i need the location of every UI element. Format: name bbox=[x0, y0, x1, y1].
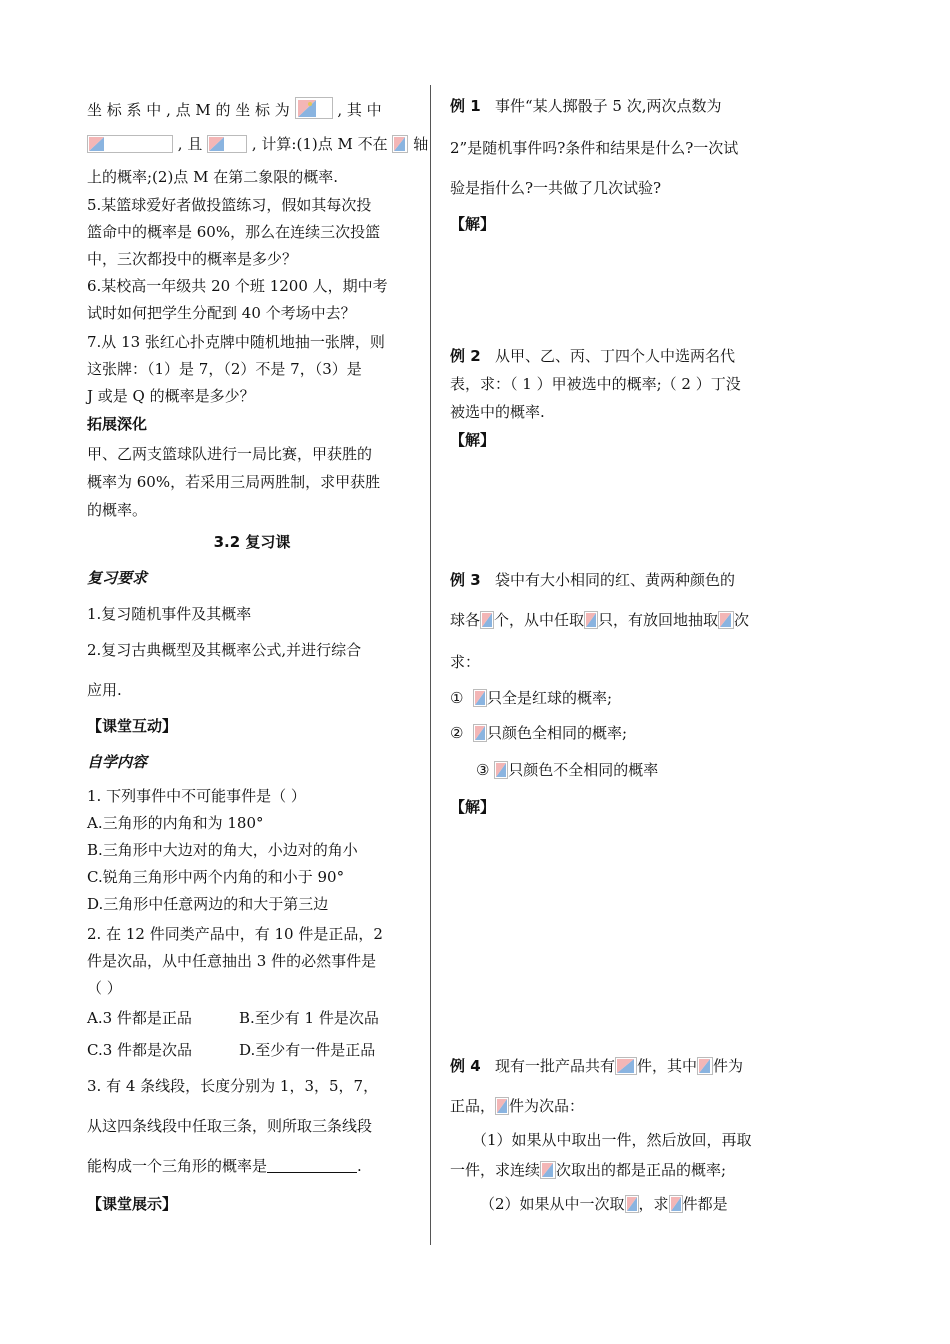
text-line: 求： bbox=[450, 653, 481, 671]
example-4-line: 例 4 现有一批产品共有 件，其中 件为 bbox=[450, 1057, 744, 1075]
question-1: 1. 下列事件中不可能事件是（ ） bbox=[87, 787, 306, 805]
text-line: 表，求：（ 1 ）甲被选中的概率;（ 2 ）丁没 bbox=[450, 375, 741, 393]
text-line: （1）如果从中取出一件，然后放回，再取 bbox=[472, 1131, 752, 1149]
option: C.3 件都是次品 bbox=[87, 1041, 193, 1059]
text-line: 验是指什么?一共做了几次试验? bbox=[450, 179, 662, 197]
text-line: 上的概率;(2)点 M 在第二象限的概率. bbox=[87, 168, 338, 186]
text-line: 应用. bbox=[87, 681, 122, 699]
option: C.锐角三角形中两个内角的和小于 90° bbox=[87, 868, 345, 886]
text-line: 球各 个，从中任取 只，有放回地抽取 次 bbox=[450, 611, 750, 629]
formula-image-icon bbox=[392, 135, 408, 153]
text-line: , 且 , 计算:(1)点 M 不在 轴 bbox=[87, 134, 428, 154]
heading-class-interaction: 【课堂互动】 bbox=[87, 717, 178, 735]
text-line: 甲、乙两支篮球队进行一局比赛，甲获胜的 bbox=[87, 445, 373, 463]
option: D.三角形中任意两边的和大于第三边 bbox=[87, 895, 329, 913]
text-line: 这张牌：（1）是 7，（2）不是 7，（3）是 bbox=[87, 360, 362, 378]
text-line: 6.某校高一年级共 20 个班 1200 人，期中考 bbox=[87, 277, 388, 295]
formula-image-icon bbox=[540, 1161, 556, 1179]
text-line: 2.复习古典概型及其概率公式,并进行综合 bbox=[87, 641, 362, 659]
heading-class-display: 【课堂展示】 bbox=[87, 1195, 178, 1213]
text-line: 试时如何把学生分配到 40 个考场中去？ bbox=[87, 304, 356, 322]
text-line: 件是次品，从中任意抽出 3 件的必然事件是 bbox=[87, 952, 377, 970]
text-line: 被选中的概率. bbox=[450, 403, 545, 421]
text-line: 一件，求连续 次取出的都是正品的概率; bbox=[450, 1161, 727, 1179]
option: D.至少有一件是正品 bbox=[239, 1041, 376, 1059]
text-line: 2”是随机事件吗?条件和结果是什么?一次试 bbox=[450, 139, 739, 157]
text-line: 篮命中的概率是 60%，那么在连续三次投篮 bbox=[87, 223, 381, 241]
option: A.3 件都是正品 bbox=[87, 1009, 192, 1027]
formula-image-icon bbox=[697, 1057, 713, 1075]
list-item: ③ 只颜色不全相同的概率 bbox=[476, 761, 659, 779]
formula-image-icon bbox=[495, 1097, 509, 1115]
text-line: J 或是 Q 的概率是多少？ bbox=[87, 387, 255, 405]
list-item: ① 只全是红球的概率; bbox=[450, 689, 613, 707]
text-line: 1.复习随机事件及其概率 bbox=[87, 605, 252, 623]
formula-image-icon bbox=[669, 1195, 683, 1213]
option: A.三角形的内角和为 180° bbox=[87, 814, 264, 832]
text-line: 5.某篮球爱好者做投篮练习，假如其每次投 bbox=[87, 196, 372, 214]
column-divider bbox=[430, 85, 431, 1245]
answer-blank bbox=[267, 1160, 357, 1173]
list-item: ② 只颜色全相同的概率; bbox=[450, 724, 628, 742]
solution-label: 【解】 bbox=[450, 215, 496, 233]
solution-label: 【解】 bbox=[450, 431, 496, 449]
formula-image-icon bbox=[473, 689, 487, 707]
section-heading-extend: 拓展深化 bbox=[87, 415, 148, 433]
text-line: 正品， 件为次品： bbox=[450, 1097, 585, 1115]
formula-image-icon bbox=[494, 761, 508, 779]
formula-image-icon bbox=[295, 97, 333, 119]
formula-image-icon bbox=[584, 611, 598, 629]
formula-image-icon bbox=[615, 1057, 637, 1075]
solution-label: 【解】 bbox=[450, 798, 496, 816]
formula-image-icon bbox=[207, 135, 247, 153]
heading-review-requirements: 复习要求 bbox=[87, 569, 148, 587]
formula-image-icon bbox=[718, 611, 734, 629]
option: B.三角形中大边对的角大，小边对的角小 bbox=[87, 841, 358, 859]
question-3: 3. 有 4 条线段，长度分别为 1，3，5，7， bbox=[87, 1077, 379, 1095]
formula-image-icon bbox=[87, 135, 173, 153]
text-line: 中，三次都投中的概率是多少？ bbox=[87, 250, 298, 268]
formula-image-icon bbox=[480, 611, 494, 629]
example-3-line: 例 3 袋中有大小相同的红、黄两种颜色的 bbox=[450, 571, 735, 589]
option: B.至少有 1 件是次品 bbox=[239, 1009, 379, 1027]
heading-self-study: 自学内容 bbox=[87, 753, 148, 771]
text-line: 坐 标 系 中 , 点 M 的 坐 标 为 , 其 中 bbox=[87, 97, 382, 120]
text-line: 7.从 13 张红心扑克牌中随机地抽一张牌，则 bbox=[87, 333, 385, 351]
text-line: 概率为 60%，若采用三局两胜制，求甲获胜 bbox=[87, 473, 381, 491]
text-line: 从这四条线段中任取三条，则所取三条线段 bbox=[87, 1117, 373, 1135]
example-2-line: 例 2 从甲、乙、丙、丁四个人中选两名代 bbox=[450, 347, 735, 365]
formula-image-icon bbox=[473, 724, 487, 742]
text-line: 的概率。 bbox=[87, 501, 148, 519]
text-line: 能构成一个三角形的概率是 . bbox=[87, 1157, 362, 1175]
formula-image-icon bbox=[625, 1195, 639, 1213]
question-2: 2. 在 12 件同类产品中，有 10 件是正品，2 bbox=[87, 925, 383, 943]
section-title: 3.2 复习课 bbox=[213, 533, 291, 551]
example-1-line: 例 1 事件“某人掷骰子 5 次,两次点数为 bbox=[450, 97, 722, 115]
text-line: （ ） bbox=[87, 979, 122, 997]
text-line: （2）如果从中一次取 ，求 件都是 bbox=[480, 1195, 728, 1213]
